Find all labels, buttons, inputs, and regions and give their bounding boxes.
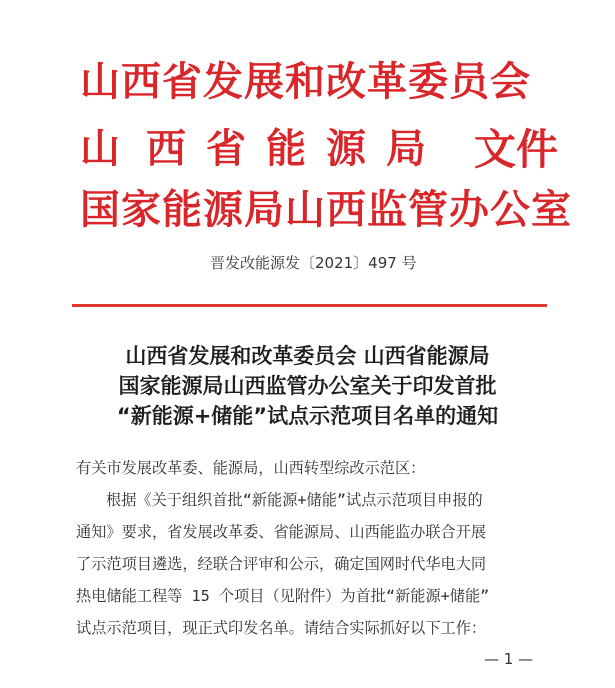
paragraph-line: 热电储能工程等 15 个项目（见附件）为首批“新能源+储能” [76, 587, 490, 605]
salutation: 有关市发展改革委、能源局，山西转型综改示范区： [76, 459, 426, 477]
issuer-line-1: 山西省发展和改革委员会 [80, 59, 531, 105]
issuer-line-3: 国家能源局山西监管办公室 [80, 187, 572, 233]
issuer-char: 源 [326, 126, 366, 172]
paragraph-line: 试点示范项目，现正式印发名单。请结合实际抓好以下工作： [76, 619, 487, 637]
paragraph-line: 了示范项目遴选，经联合评审和公示，确定国网时代华电大同 [76, 555, 487, 573]
document-suffix: 文件 [474, 125, 559, 174]
document-number: 晋发改能源发〔2021〕497 号 [210, 254, 417, 272]
issuer-char: 能 [266, 126, 306, 172]
paragraph-line: 通知》要求，省发展改革委、省能源局、山西能监办联合开展 [76, 523, 487, 541]
paragraph-line: 根据《关于组织首批“新能源+储能”试点示范项目申报的 [106, 491, 483, 509]
issuer-char: 西 [146, 126, 186, 172]
header-rule [72, 304, 547, 307]
title-line-3: “新能源+储能”试点示范项目名单的通知 [116, 404, 499, 428]
issuer-char: 省 [206, 126, 246, 172]
issuer-char: 山 [80, 126, 120, 172]
issuer-char: 局 [386, 126, 426, 172]
title-line-2: 国家能源局山西监管办公室关于印发首批 [118, 374, 497, 398]
title-line-1: 山西省发展和改革委员会 山西省能源局 [125, 344, 490, 368]
page-number: — 1 — [484, 650, 534, 668]
issuer-line-2 [80, 126, 446, 172]
